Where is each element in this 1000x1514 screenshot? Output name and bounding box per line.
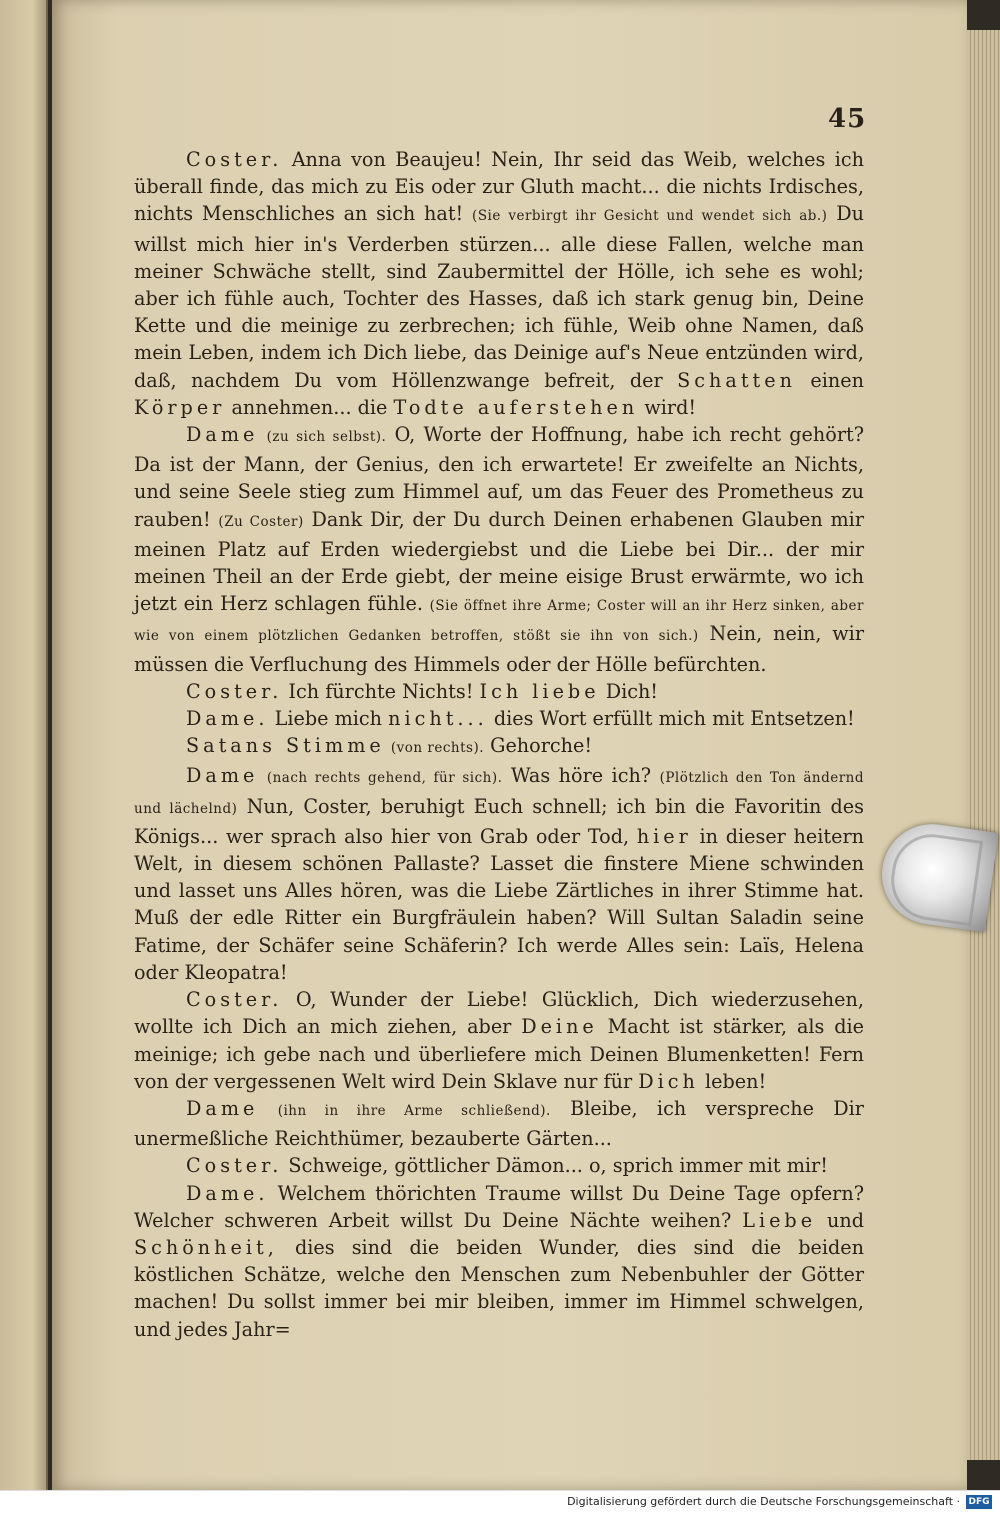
speaker-name: Dame bbox=[186, 764, 259, 788]
dialogue-text: wird! bbox=[644, 395, 697, 419]
dialogue-text: einen bbox=[810, 368, 864, 392]
dialogue-text: annehmen... die bbox=[231, 395, 388, 419]
paragraph bbox=[134, 1152, 864, 1179]
dialogue-text: dies sind die beiden Wunder, dies sind die beiden köstlichen Schätze, welche den Menschen zum Nebenbuhler der Götter machen! Du sollst immer bei mir bleiben, immer im Himmel schwelgen, und jedes Jahr= bbox=[134, 1235, 864, 1341]
emphasized-text: Schönheit, bbox=[134, 1235, 278, 1259]
speaker-name: Coster. bbox=[186, 988, 283, 1012]
dialogue-text: Dich! bbox=[605, 679, 659, 703]
paragraph bbox=[134, 986, 864, 1095]
paragraph bbox=[134, 1180, 864, 1343]
stage-direction: (ihn in ihre Arme schließend). bbox=[277, 1102, 551, 1119]
stage-direction: (Sie verbirgt ihr Gesicht und wendet sich ab.) bbox=[472, 208, 828, 225]
emphasized-text: Schatten bbox=[677, 368, 796, 392]
dialogue-text: Welchem thörichten Traume willst Du Deine Tage opfern? Welcher schweren Arbeit willst Du Deine Nächte weihen? bbox=[134, 1181, 864, 1232]
stage-direction: (Plötzlich den Ton ändernd und lächelnd) bbox=[134, 770, 864, 817]
dialogue-text: Liebe mich bbox=[274, 707, 382, 731]
dialogue-text: Macht ist stärker, als die meinige; ich gebe nach und überliefere mich Deinen Blumenketten! Fern von der vergessenen Welt wird Dein Sklave nur für bbox=[134, 1015, 864, 1093]
dialogue-text: Nun, Coster, beruhigt Euch schnell; ich bin die Favoritin des Königs... wer sprach also hier von Grab oder Tod, bbox=[134, 794, 864, 848]
dialogue-text: Gehorche! bbox=[490, 734, 593, 758]
page-number: 45 bbox=[828, 104, 867, 134]
speaker-name: Dame. bbox=[186, 1181, 269, 1205]
dialogue-text: Was höre ich? bbox=[510, 764, 652, 788]
page-edges bbox=[967, 30, 1000, 1460]
emphasized-text: Todte auferstehen bbox=[393, 395, 639, 419]
speaker-name: Coster. bbox=[186, 679, 283, 703]
dialogue-text: Bleibe, ich verspreche Dir unermeßliche Reichthümer, bezauberte Gärten... bbox=[134, 1096, 864, 1151]
dialogue-text: Dank Dir, der Du durch Deinen erhabenen Glauben mir meinen Platz auf Erden wiedergiebst und die Liebe bei Dir... der mir meinen Theil an der Erde giebt, der meine eisige Brust erwärmte, wo ich jetzt ein Herz schlagen fühle. bbox=[134, 507, 864, 616]
emphasized-text: Dich bbox=[638, 1069, 699, 1093]
paragraph bbox=[134, 705, 864, 732]
stage-direction: (von rechts). bbox=[390, 740, 485, 757]
stage-direction: (Sie öffnet ihre Arme; Coster will an ihr Herz sinken, aber wie von einem plötzlichen Gedanken betroffen, stößt sie ihn von sich.) bbox=[134, 598, 864, 645]
dialogue-text: Nein, nein, wir müssen die Verfluchung des Himmels oder der Hölle befürchten. bbox=[134, 622, 864, 676]
dialogue-text: in dieser heitern Welt, in diesem schönen Pallaste? Lasset die finstere Miene schwinden und lasset uns Alles hören, was die Liebe Zärtliches in ihrer Stimme hat. Muß der edle Ritter ein Burgfräulein haben? Will Sultan Saladin seine Fatime, der Schäfer seine Schäferin? Ich werde Alles sein: Laïs, Helena oder Kleopatra! bbox=[134, 824, 864, 984]
speaker-name: Satans Stimme bbox=[186, 734, 385, 758]
emphasized-text: Liebe bbox=[742, 1208, 817, 1232]
dialogue-text: Anna von Beaujeu! Nein, Ihr seid das Weib, welches ich überall finde, das mich zu Eis oder zur Gluth macht... die nichts Irdisches, nichts Menschliches an sich hat! bbox=[134, 148, 864, 226]
emphasized-text: Körper bbox=[134, 395, 226, 419]
speaker-name: Dame bbox=[186, 1096, 259, 1120]
dialogue-text: und bbox=[827, 1208, 865, 1232]
paragraph bbox=[134, 762, 864, 986]
dialogue-text: Schweige, göttlicher Dämon... o, sprich immer mit mir! bbox=[288, 1154, 828, 1178]
dialogue-text: Du willst mich hier in's Verderben stürzen... alle diese Fallen, welche man meiner Schwäche stellt, sind Zaubermittel der Hölle, ich sehe es wohl; aber ich fühle auch, Tochter des Hasses, daß ich stark genug bin, Deine Kette und die meinige zu zerbrechen; ich fühle, Weib ohne Namen, daß mein Leben, indem ich Dich liebe, das Deinige auf's Neue entzünden wird, daß, nachdem Du vom Höllenzwange befreit, der bbox=[134, 202, 864, 392]
paragraph bbox=[134, 732, 864, 762]
paragraph bbox=[134, 421, 864, 678]
paragraph bbox=[134, 146, 864, 421]
speaker-name: Coster. bbox=[186, 148, 283, 171]
footer-bar bbox=[0, 1490, 1000, 1514]
emphasized-text: nicht... bbox=[388, 707, 488, 731]
speaker-name: Dame. bbox=[186, 707, 269, 731]
stage-direction: (nach rechts gehend, für sich). bbox=[266, 770, 503, 787]
emphasized-text: Deine bbox=[521, 1015, 598, 1039]
previous-page-edge bbox=[0, 0, 48, 1490]
dfg-logo: DFG bbox=[966, 1495, 992, 1509]
stage-direction: (zu sich selbst). bbox=[266, 429, 387, 446]
emphasized-text: hier bbox=[636, 824, 692, 848]
dialogue-text: dies Wort erfüllt mich mit Entsetzen! bbox=[493, 707, 855, 731]
play-text bbox=[134, 146, 864, 1343]
stage-direction: (Zu Coster) bbox=[218, 513, 304, 530]
dialogue-text: O, Worte der Hoffnung, habe ich recht gehört? Da ist der Mann, der Genius, den ich erwartete! Er zweifelte an Nichts, und seine Seele stieg zum Himmel auf, um das Feuer des Prometheus zu rauben! bbox=[134, 423, 864, 531]
funding-notice: Digitalisierung gefördert durch die Deutsche Forschungsgemeinschaft · bbox=[567, 1495, 960, 1508]
speaker-name: Coster. bbox=[186, 1154, 283, 1178]
speaker-name: Dame bbox=[186, 423, 259, 447]
dialogue-text: leben! bbox=[705, 1069, 767, 1093]
paragraph bbox=[134, 1095, 864, 1152]
dialogue-text: Ich fürchte Nichts! bbox=[288, 679, 474, 703]
dialogue-text: O, Wunder der Liebe! Glücklich, Dich wiederzusehen, wollte ich Dich an mich ziehen, aber bbox=[134, 988, 864, 1039]
paragraph bbox=[134, 678, 864, 705]
emphasized-text: Ich liebe bbox=[479, 679, 600, 703]
